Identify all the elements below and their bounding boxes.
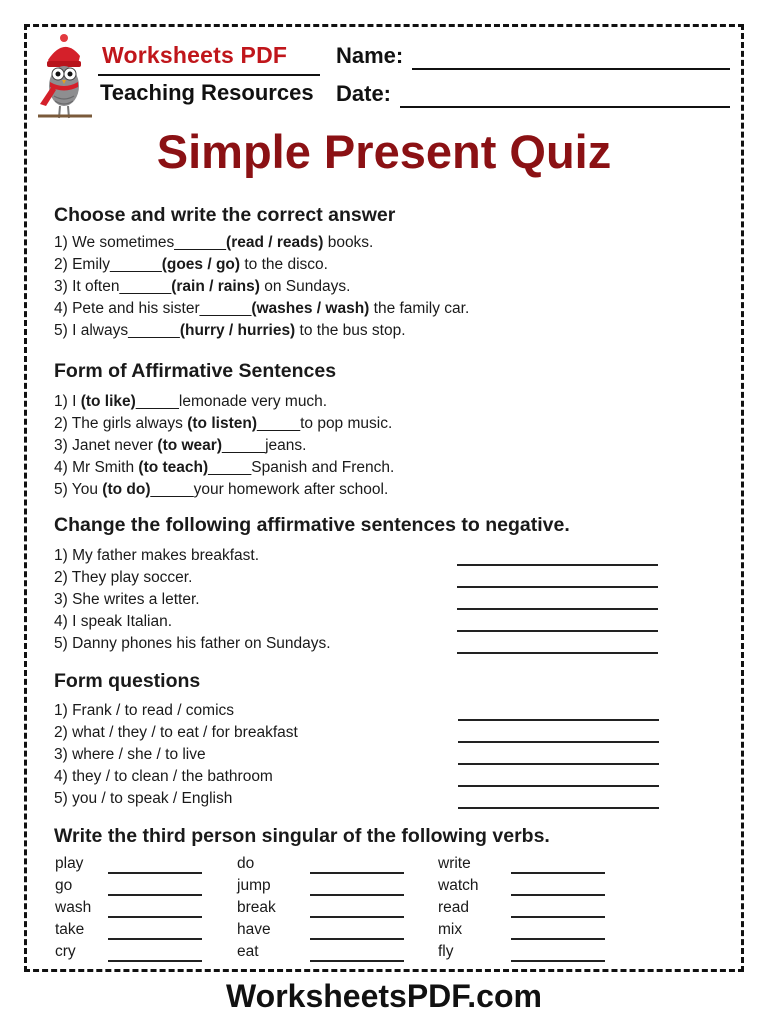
list-item: 4) Pete and his sister______(washes / wash) the family car. xyxy=(54,300,470,317)
section5-title: Write the third person singular of the following verbs. xyxy=(54,825,550,847)
list-item: 4) Mr Smith (to teach)_____Spanish and French. xyxy=(54,459,395,476)
verb-label: eat xyxy=(237,943,259,960)
list-item: 1) My father makes breakfast. xyxy=(54,547,260,564)
verb-answer-line[interactable] xyxy=(310,960,404,962)
page-title: Simple Present Quiz xyxy=(156,125,612,178)
list-item: 3) It often______(rain / rains) on Sundays. xyxy=(54,278,351,295)
footer-url: WorksheetsPDF.com xyxy=(226,978,542,1014)
verb-answer-line[interactable] xyxy=(511,872,605,874)
verb-answer-line[interactable] xyxy=(108,894,202,896)
verb-answer-line[interactable] xyxy=(310,916,404,918)
list-item: 3) She writes a letter. xyxy=(54,591,200,608)
verb-label: read xyxy=(438,899,470,916)
section4-title: Form questions xyxy=(54,670,201,692)
list-item: 2) They play soccer. xyxy=(54,569,193,586)
verb-label: watch xyxy=(438,877,479,894)
verb-label: mix xyxy=(438,921,463,938)
answer-line[interactable] xyxy=(457,630,658,632)
section3-title: Change the following affirmative sentences to negative. xyxy=(54,514,570,536)
list-item: 5) Danny phones his father on Sundays. xyxy=(54,635,331,652)
verb-label: wash xyxy=(55,899,92,916)
date-label: Date: xyxy=(336,81,392,106)
verb-label: go xyxy=(55,877,73,894)
verb-answer-line[interactable] xyxy=(108,916,202,918)
list-item: 1) Frank / to read / comics xyxy=(54,702,235,719)
list-item: 1) I (to like)_____lemonade very much. xyxy=(54,393,328,410)
verb-answer-line[interactable] xyxy=(511,916,605,918)
answer-line[interactable] xyxy=(458,719,659,721)
list-item: 5) I always______(hurry / hurries) to the bus stop. xyxy=(54,322,406,339)
brand-divider xyxy=(98,74,320,76)
list-item: 5) you / to speak / English xyxy=(54,790,233,807)
name-line[interactable] xyxy=(412,68,730,70)
list-item: 5) You (to do)_____your homework after school. xyxy=(54,481,389,498)
name-field xyxy=(336,43,403,69)
verb-answer-line[interactable] xyxy=(511,938,605,940)
list-item: 4) I speak Italian. xyxy=(54,613,173,630)
answer-line[interactable] xyxy=(458,785,659,787)
answer-line[interactable] xyxy=(458,741,659,743)
verb-label: do xyxy=(237,855,255,872)
verb-label: fly xyxy=(438,943,454,960)
answer-line[interactable] xyxy=(458,763,659,765)
answer-line[interactable] xyxy=(457,652,658,654)
date-field xyxy=(336,81,391,107)
verb-answer-line[interactable] xyxy=(108,960,202,962)
answer-line[interactable] xyxy=(458,807,659,809)
list-item: 3) Janet never (to wear)_____jeans. xyxy=(54,437,307,454)
owl-logo-icon xyxy=(34,34,96,124)
name-label: Name: xyxy=(336,43,404,68)
verb-answer-line[interactable] xyxy=(310,938,404,940)
verb-label: take xyxy=(55,921,85,938)
verb-label: jump xyxy=(237,877,271,894)
verb-label: break xyxy=(237,899,276,916)
verb-answer-line[interactable] xyxy=(310,872,404,874)
list-item: 2) what / they / to eat / for breakfast xyxy=(54,724,298,741)
verb-label: cry xyxy=(55,943,76,960)
answer-line[interactable] xyxy=(457,608,658,610)
section1-title: Choose and write the correct answer xyxy=(54,204,396,226)
verb-label: write xyxy=(438,855,471,872)
list-item: 3) where / she / to live xyxy=(54,746,206,763)
list-item: 2) The girls always (to listen)_____to pop music. xyxy=(54,415,393,432)
verb-label: have xyxy=(237,921,271,938)
answer-line[interactable] xyxy=(457,586,658,588)
list-item: 4) they / to clean / the bathroom xyxy=(54,768,273,785)
verb-answer-line[interactable] xyxy=(511,960,605,962)
verb-label: play xyxy=(55,855,84,872)
brand-title: Worksheets PDF xyxy=(102,42,288,68)
verb-answer-line[interactable] xyxy=(108,938,202,940)
verb-answer-line[interactable] xyxy=(108,872,202,874)
verb-answer-line[interactable] xyxy=(310,894,404,896)
verb-answer-line[interactable] xyxy=(511,894,605,896)
list-item: 2) Emily______(goes / go) to the disco. xyxy=(54,256,328,273)
section2-title: Form of Affirmative Sentences xyxy=(54,360,337,382)
list-item: 1) We sometimes______(read / reads) books. xyxy=(54,234,374,251)
date-line[interactable] xyxy=(400,106,730,108)
answer-line[interactable] xyxy=(457,564,658,566)
brand-subtitle: Teaching Resources xyxy=(100,80,314,105)
